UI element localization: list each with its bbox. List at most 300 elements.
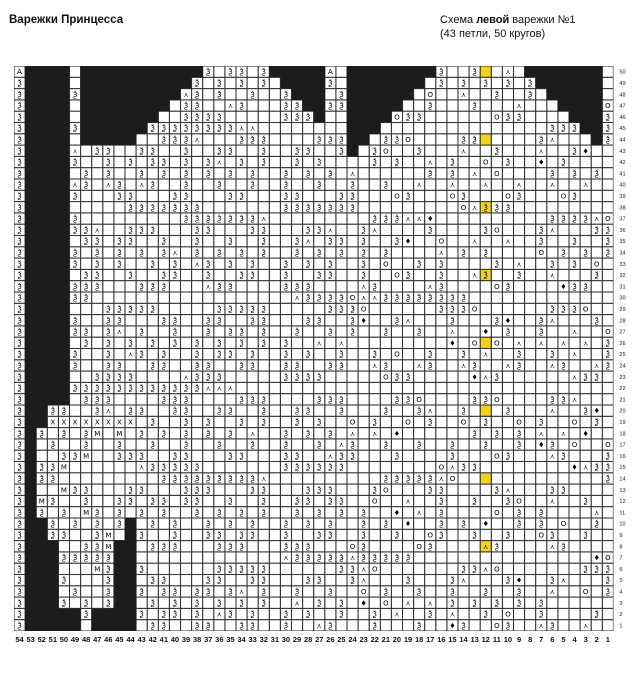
- chart-symbol: Ѯ: [261, 328, 266, 337]
- chart-symbol: Ѯ: [172, 407, 178, 416]
- chart-cell: [603, 292, 614, 303]
- chart-symbol: ⋏: [216, 384, 222, 393]
- chart-cell: [569, 428, 580, 439]
- chart-symbol: Ѯ: [561, 486, 566, 495]
- chart-cell: [492, 405, 503, 416]
- chart-cell: [214, 496, 225, 507]
- chart-cell: [170, 236, 181, 247]
- chart-cell: [403, 281, 414, 292]
- chart-symbol: Ѯ: [161, 429, 167, 438]
- chart-cell: [414, 518, 425, 529]
- chart-symbol: Ѯ: [95, 248, 100, 257]
- chart-cell: [314, 191, 325, 202]
- chart-cell: [514, 530, 525, 541]
- row-number: 14: [619, 476, 626, 483]
- chart-cell: [336, 473, 347, 484]
- chart-symbol: M: [38, 497, 45, 506]
- chart-cell: [580, 225, 591, 236]
- chart-cell: [447, 518, 458, 529]
- chart-symbol: Ѯ: [350, 192, 355, 201]
- chart-symbol: Ѯ: [106, 587, 111, 596]
- chart-symbol: Ѯ: [83, 169, 89, 178]
- chart-symbol: Ѯ: [339, 407, 344, 416]
- chart-symbol: Ѯ: [150, 260, 155, 269]
- chart-cell: [270, 213, 281, 224]
- column-number: 27: [315, 635, 324, 644]
- chart-cell: [325, 247, 336, 258]
- chart-symbol: Ѯ: [117, 181, 122, 190]
- chart-cell: [259, 168, 270, 179]
- chart-symbol: O: [460, 418, 467, 427]
- chart-symbol: Ѯ: [394, 373, 400, 382]
- chart-symbol: Ѯ: [416, 407, 422, 416]
- chart-cell: [458, 225, 469, 236]
- chart-cell: [603, 179, 614, 190]
- chart-symbol: Ѯ: [261, 68, 266, 77]
- chart-cell: [469, 417, 480, 428]
- chart-symbol: Ѯ: [605, 463, 611, 472]
- chart-cell: [281, 292, 292, 303]
- chart-symbol: Ѯ: [416, 441, 422, 450]
- chart-cell: [536, 281, 547, 292]
- chart-symbol: Ѯ: [139, 486, 144, 495]
- chart-cell: [336, 78, 347, 89]
- chart-symbol: Ѯ: [361, 237, 366, 246]
- chart-symbol: Ѯ: [72, 520, 78, 529]
- chart-cell: [292, 609, 303, 620]
- chart-cell: [503, 586, 514, 597]
- chart-symbol: Ѯ: [183, 169, 189, 178]
- chart-cell: [592, 304, 603, 315]
- chart-cell: [236, 236, 247, 247]
- chart-cell: [281, 575, 292, 586]
- chart-cell: [270, 191, 281, 202]
- chart-cell: [358, 428, 369, 439]
- chart-cell: [458, 586, 469, 597]
- chart-cell: [192, 428, 203, 439]
- chart-cell: [292, 575, 303, 586]
- chart-cell: [436, 157, 447, 168]
- chart-symbol: Ѯ: [394, 474, 400, 483]
- chart-symbol: Ѯ: [172, 531, 178, 540]
- chart-symbol: Ѯ: [172, 135, 178, 144]
- chart-cell: [192, 394, 203, 405]
- chart-cell: [458, 270, 469, 281]
- chart-cell: [592, 338, 603, 349]
- chart-cell: [547, 281, 558, 292]
- chart-symbol: O: [349, 418, 356, 427]
- chart-symbol: Ѯ: [405, 294, 411, 303]
- chart-cell: [370, 236, 381, 247]
- chart-cell: [81, 145, 92, 156]
- chart-cell: [303, 157, 314, 168]
- chart-cell: [159, 213, 170, 224]
- scheme-bold: левой: [476, 14, 510, 26]
- chart-symbol: ⋏: [538, 429, 544, 438]
- chart-cell: [325, 371, 336, 382]
- chart-symbol: ⋏: [361, 282, 367, 291]
- chart-symbol: Ѯ: [294, 508, 300, 517]
- chart-symbol: Ѯ: [472, 497, 477, 506]
- chart-cell: [492, 157, 503, 168]
- chart-cell: [547, 371, 558, 382]
- chart-cell: [281, 213, 292, 224]
- chart-cell: [136, 371, 147, 382]
- chart-symbol: Ѯ: [494, 599, 500, 608]
- chart-symbol: Ѯ: [228, 147, 233, 156]
- chart-cell: [92, 292, 103, 303]
- chart-cell: [203, 507, 214, 518]
- chart-cell: [136, 213, 147, 224]
- chart-cell: [236, 168, 247, 179]
- chart-cell: [425, 247, 436, 258]
- chart-symbol: Ѯ: [239, 79, 244, 88]
- chart-cell: [536, 292, 547, 303]
- chart-cell: [225, 462, 236, 473]
- chart-cell: [181, 292, 192, 303]
- chart-symbol: Ѯ: [228, 124, 233, 133]
- chart-symbol: Ѯ: [117, 361, 122, 370]
- chart-symbol: Ѯ: [217, 373, 222, 382]
- chart-symbol: O: [405, 135, 411, 144]
- chart-symbol: Ѯ: [350, 441, 355, 450]
- chart-cell: [159, 552, 170, 563]
- chart-symbol: ⋏: [261, 474, 267, 483]
- chart-cell: [336, 213, 347, 224]
- chart-symbol: Ѯ: [239, 418, 244, 427]
- chart-symbol: Ѯ: [339, 508, 344, 517]
- chart-cell: [381, 451, 392, 462]
- chart-cell: [503, 145, 514, 156]
- chart-cell: [458, 496, 469, 507]
- chart-symbol: Ѯ: [405, 271, 411, 280]
- chart-symbol: Ѯ: [194, 474, 200, 483]
- chart-symbol: Ѯ: [17, 135, 22, 144]
- chart-symbol: Ѯ: [505, 621, 511, 630]
- chart-symbol: Ѯ: [128, 486, 133, 495]
- chart-cell: [70, 405, 81, 416]
- chart-symbol: ⋏: [183, 373, 189, 382]
- chart-symbol: Ѯ: [516, 113, 522, 122]
- chart-symbol: Ѯ: [294, 463, 300, 472]
- chart-cell: [92, 179, 103, 190]
- chart-cell: [403, 530, 414, 541]
- chart-cell: [192, 575, 203, 586]
- chart-cell: [347, 360, 358, 371]
- chart-cell: [270, 564, 281, 575]
- chart-cell: [181, 349, 192, 360]
- chart-cell: [181, 507, 192, 518]
- chart-cell: [503, 213, 514, 224]
- chart-cell: [170, 484, 181, 495]
- column-number: 4: [572, 635, 577, 644]
- chart-cell: [148, 484, 159, 495]
- chart-cell: [214, 270, 225, 281]
- chart-symbol: ⋏: [438, 474, 444, 483]
- chart-symbol: Ѯ: [150, 282, 155, 291]
- chart-symbol: Ѯ: [294, 328, 300, 337]
- chart-symbol: Ѯ: [95, 384, 100, 393]
- chart-cell: [358, 473, 369, 484]
- chart-cell: [225, 575, 236, 586]
- chart-cell: [136, 620, 147, 631]
- chart-cell: [303, 326, 314, 337]
- chart-cell: [592, 451, 603, 462]
- chart-symbol: Ѯ: [394, 237, 400, 246]
- chart-cell: [492, 360, 503, 371]
- chart-cell: [270, 462, 281, 473]
- chart-cell: [192, 157, 203, 168]
- chart-symbol: ⋏: [483, 565, 489, 574]
- chart-cell: [481, 315, 492, 326]
- chart-cell: [70, 134, 81, 145]
- chart-cell: [503, 473, 514, 484]
- row-number: 46: [619, 114, 626, 121]
- chart-symbol: Ѯ: [194, 599, 200, 608]
- chart-cell: [303, 338, 314, 349]
- chart-symbol: O: [438, 463, 445, 472]
- chart-cell: [70, 575, 81, 586]
- chart-cell: [414, 202, 425, 213]
- chart-cell: [281, 394, 292, 405]
- chart-symbol: Ѯ: [17, 554, 22, 563]
- chart-cell: [503, 100, 514, 111]
- chart-symbol: Ѯ: [305, 282, 311, 291]
- chart-cell: [281, 507, 292, 518]
- chart-cell: [192, 179, 203, 190]
- chart-cell: [225, 292, 236, 303]
- chart-symbol: Ѯ: [83, 497, 89, 506]
- chart-cell: [236, 609, 247, 620]
- chart-symbol: ♦: [360, 599, 367, 608]
- chart-symbol: X: [61, 418, 67, 427]
- chart-cell: [370, 473, 381, 484]
- chart-cell: [414, 168, 425, 179]
- chart-symbol: Ѯ: [239, 158, 244, 167]
- chart-cell: [59, 518, 69, 529]
- chart-symbol: X: [72, 418, 78, 427]
- chart-cell: [247, 541, 258, 552]
- chart-symbol: Ѯ: [439, 531, 444, 540]
- chart-symbol: ⋏: [516, 181, 522, 190]
- chart-symbol: Ѯ: [383, 441, 389, 450]
- chart-cell: [603, 541, 614, 552]
- chart-symbol: Ѯ: [450, 576, 455, 585]
- chart-symbol: Ѯ: [139, 384, 144, 393]
- chart-cell: [259, 371, 270, 382]
- chart-cell: [103, 281, 114, 292]
- chart-symbol: Ѯ: [516, 520, 522, 529]
- chart-symbol: Ѯ: [572, 124, 577, 133]
- chart-cell: [514, 541, 525, 552]
- chart-cell: [37, 439, 48, 450]
- chart-symbol: Ѯ: [128, 203, 133, 212]
- chart-cell: [70, 394, 81, 405]
- chart-symbol: Ѯ: [516, 508, 522, 517]
- chart-cell: [447, 552, 458, 563]
- row-number: 7: [619, 555, 623, 562]
- chart-cell: [558, 270, 569, 281]
- chart-symbol: Ѯ: [206, 215, 211, 224]
- chart-symbol: Ѯ: [605, 124, 611, 133]
- chart-symbol: Ѯ: [95, 407, 100, 416]
- chart-cell: [192, 315, 203, 326]
- chart-cell: [536, 360, 547, 371]
- chart-symbol: Ѯ: [428, 486, 433, 495]
- chart-symbol: Ѯ: [339, 147, 344, 156]
- chart-symbol: Ѯ: [17, 147, 22, 156]
- chart-cell: [81, 620, 92, 631]
- chart-symbol: Ѯ: [594, 463, 599, 472]
- chart-symbol: Ѯ: [572, 237, 577, 246]
- chart-symbol: Ѯ: [250, 576, 255, 585]
- chart-cell: [436, 428, 447, 439]
- chart-cell: [114, 349, 125, 360]
- chart-cell: [136, 473, 147, 484]
- chart-cell: [558, 225, 569, 236]
- chart-cell: [247, 586, 258, 597]
- chart-cell: [125, 473, 136, 484]
- chart-cell: [325, 597, 336, 608]
- chart-symbol: Ѯ: [527, 79, 533, 88]
- chart-symbol: Ѯ: [416, 587, 422, 596]
- chart-cell: [70, 100, 81, 111]
- chart-cell: [159, 564, 170, 575]
- chart-symbol: Ѯ: [250, 361, 255, 370]
- chart-cell: [70, 439, 81, 450]
- chart-symbol: Ѯ: [117, 452, 122, 461]
- chart-cell: [503, 541, 514, 552]
- chart-cell: [547, 202, 558, 213]
- chart-symbol: Ѯ: [17, 169, 22, 178]
- chart-symbol: ♦: [571, 463, 578, 472]
- chart-cell: [536, 575, 547, 586]
- chart-symbol: Ѯ: [594, 271, 599, 280]
- chart-symbol: Ѯ: [183, 181, 189, 190]
- chart-symbol: ⋏: [416, 215, 422, 224]
- chart-cell: [303, 270, 314, 281]
- chart-cell: [347, 338, 358, 349]
- chart-cell: [436, 597, 447, 608]
- chart-cell: [514, 405, 525, 416]
- column-number: 14: [459, 635, 468, 644]
- chart-symbol: Ѯ: [117, 237, 122, 246]
- chart-symbol: Ѯ: [172, 587, 178, 596]
- chart-symbol: Ѯ: [405, 373, 411, 382]
- chart-symbol: Ѯ: [239, 508, 244, 517]
- chart-cell: [236, 145, 247, 156]
- chart-cell: [536, 123, 547, 134]
- chart-cell: [580, 609, 591, 620]
- chart-cell: [81, 157, 92, 168]
- scheme-subtitle: (43 петли, 50 кругов): [440, 28, 546, 40]
- chart-cell: [203, 100, 214, 111]
- chart-symbol: Ѯ: [172, 599, 178, 608]
- chart-symbol: Ѯ: [17, 305, 22, 314]
- chart-cell: [381, 575, 392, 586]
- chart-symbol: ⋏: [549, 271, 555, 280]
- chart-symbol: Ѯ: [183, 395, 189, 404]
- chart-cell: [603, 258, 614, 269]
- chart-symbol: ⋏: [416, 361, 422, 370]
- chart-cell: [603, 304, 614, 315]
- chart-symbol: Ѯ: [539, 328, 544, 337]
- chart-symbol: ⋏: [549, 316, 555, 325]
- chart-cell: [603, 281, 614, 292]
- chart-cell: [414, 270, 425, 281]
- chart-symbol: Ѯ: [583, 215, 588, 224]
- chart-cell: [59, 541, 69, 552]
- chart-symbol: Ѯ: [172, 316, 178, 325]
- chart-cell: [314, 236, 325, 247]
- chart-symbol: Ѯ: [283, 373, 289, 382]
- chart-cell: [281, 496, 292, 507]
- chart-cell: [592, 597, 603, 608]
- chart-cell: [203, 451, 214, 462]
- chart-cell: [370, 530, 381, 541]
- chart-cell: [170, 439, 181, 450]
- chart-cell: [270, 439, 281, 450]
- chart-cell: [425, 145, 436, 156]
- chart-cell: [458, 597, 469, 608]
- chart-symbol: Ѯ: [206, 124, 211, 133]
- chart-symbol: Ѯ: [328, 554, 333, 563]
- chart-symbol: Ѯ: [17, 384, 22, 393]
- chart-cell: [103, 462, 114, 473]
- chart-symbol: ♦: [482, 520, 489, 529]
- chart-symbol: ⋏: [194, 260, 200, 269]
- chart-cell: [59, 564, 69, 575]
- chart-symbol: Ѯ: [194, 215, 200, 224]
- chart-symbol: Ѯ: [128, 452, 133, 461]
- chart-cell: [447, 371, 458, 382]
- chart-cell: [259, 360, 270, 371]
- chart-cell: [569, 157, 580, 168]
- chart-cell: [358, 496, 369, 507]
- chart-cell: [569, 575, 580, 586]
- chart-cell: [547, 417, 558, 428]
- chart-cell: [170, 179, 181, 190]
- row-number: 20: [619, 408, 626, 415]
- chart-symbol: Ѯ: [561, 361, 566, 370]
- chart-cell: [259, 349, 270, 360]
- chart-symbol: Ѯ: [183, 463, 189, 472]
- chart-cell: [481, 473, 492, 484]
- chart-cell: [203, 609, 214, 620]
- chart-symbol: Ѯ: [250, 621, 255, 630]
- chart-cell: [425, 518, 436, 529]
- chart-symbol: O: [516, 497, 522, 506]
- chart-cell: [492, 247, 503, 258]
- chart-cell: [592, 586, 603, 597]
- chart-cell: [392, 225, 403, 236]
- chart-cell: [192, 304, 203, 315]
- chart-cell: [292, 349, 303, 360]
- chart-symbol: Ѯ: [261, 248, 266, 257]
- chart-symbol: Ѯ: [106, 554, 111, 563]
- chart-cell: [159, 191, 170, 202]
- chart-cell: [336, 586, 347, 597]
- chart-cell: [81, 315, 92, 326]
- chart-cell: [259, 609, 270, 620]
- chart-cell: [492, 179, 503, 190]
- chart-cell: [403, 360, 414, 371]
- chart-cell: [270, 417, 281, 428]
- chart-symbol: Ѯ: [106, 599, 111, 608]
- chart-symbol: Ѯ: [461, 248, 466, 257]
- chart-cell: [370, 383, 381, 394]
- chart-cell: [569, 564, 580, 575]
